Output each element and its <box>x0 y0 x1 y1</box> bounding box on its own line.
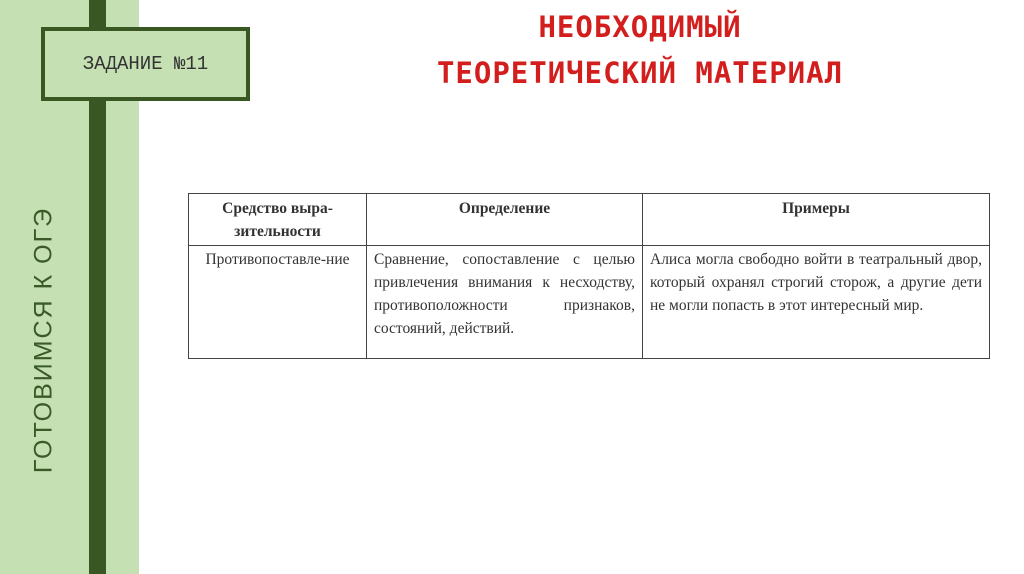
cell-means: Противопоставле-ние <box>189 246 367 359</box>
table-row <box>189 246 990 359</box>
task-badge-label: ЗАДАНИЕ №11 <box>82 53 209 75</box>
task-badge <box>41 27 250 101</box>
table-header-row <box>189 194 990 246</box>
page-title-line-1: НЕОБХОДИМЫЙ <box>538 10 742 44</box>
cell-example: Алиса могла свободно войти в театральный двор, который охранял строгий сторож, а другие дети не могли попасть в этот интересный мир. <box>643 246 990 359</box>
cell-definition: Сравнение, сопоставление с целью привлечения внимания к несходству, противоположности признаков, состояний, действий. <box>367 246 643 359</box>
column-header-definition: Определение <box>367 194 643 246</box>
theory-table <box>188 193 990 359</box>
sidebar-vertical-title: ГОТОВИМСЯ К ОГЭ <box>29 206 58 474</box>
column-header-examples: Примеры <box>643 194 990 246</box>
page-title <box>330 4 950 96</box>
column-header-means: Средство выра-зительности <box>189 194 367 246</box>
page-title-line-2: ТЕОРЕТИЧЕСКИЙ МАТЕРИАЛ <box>436 56 844 90</box>
